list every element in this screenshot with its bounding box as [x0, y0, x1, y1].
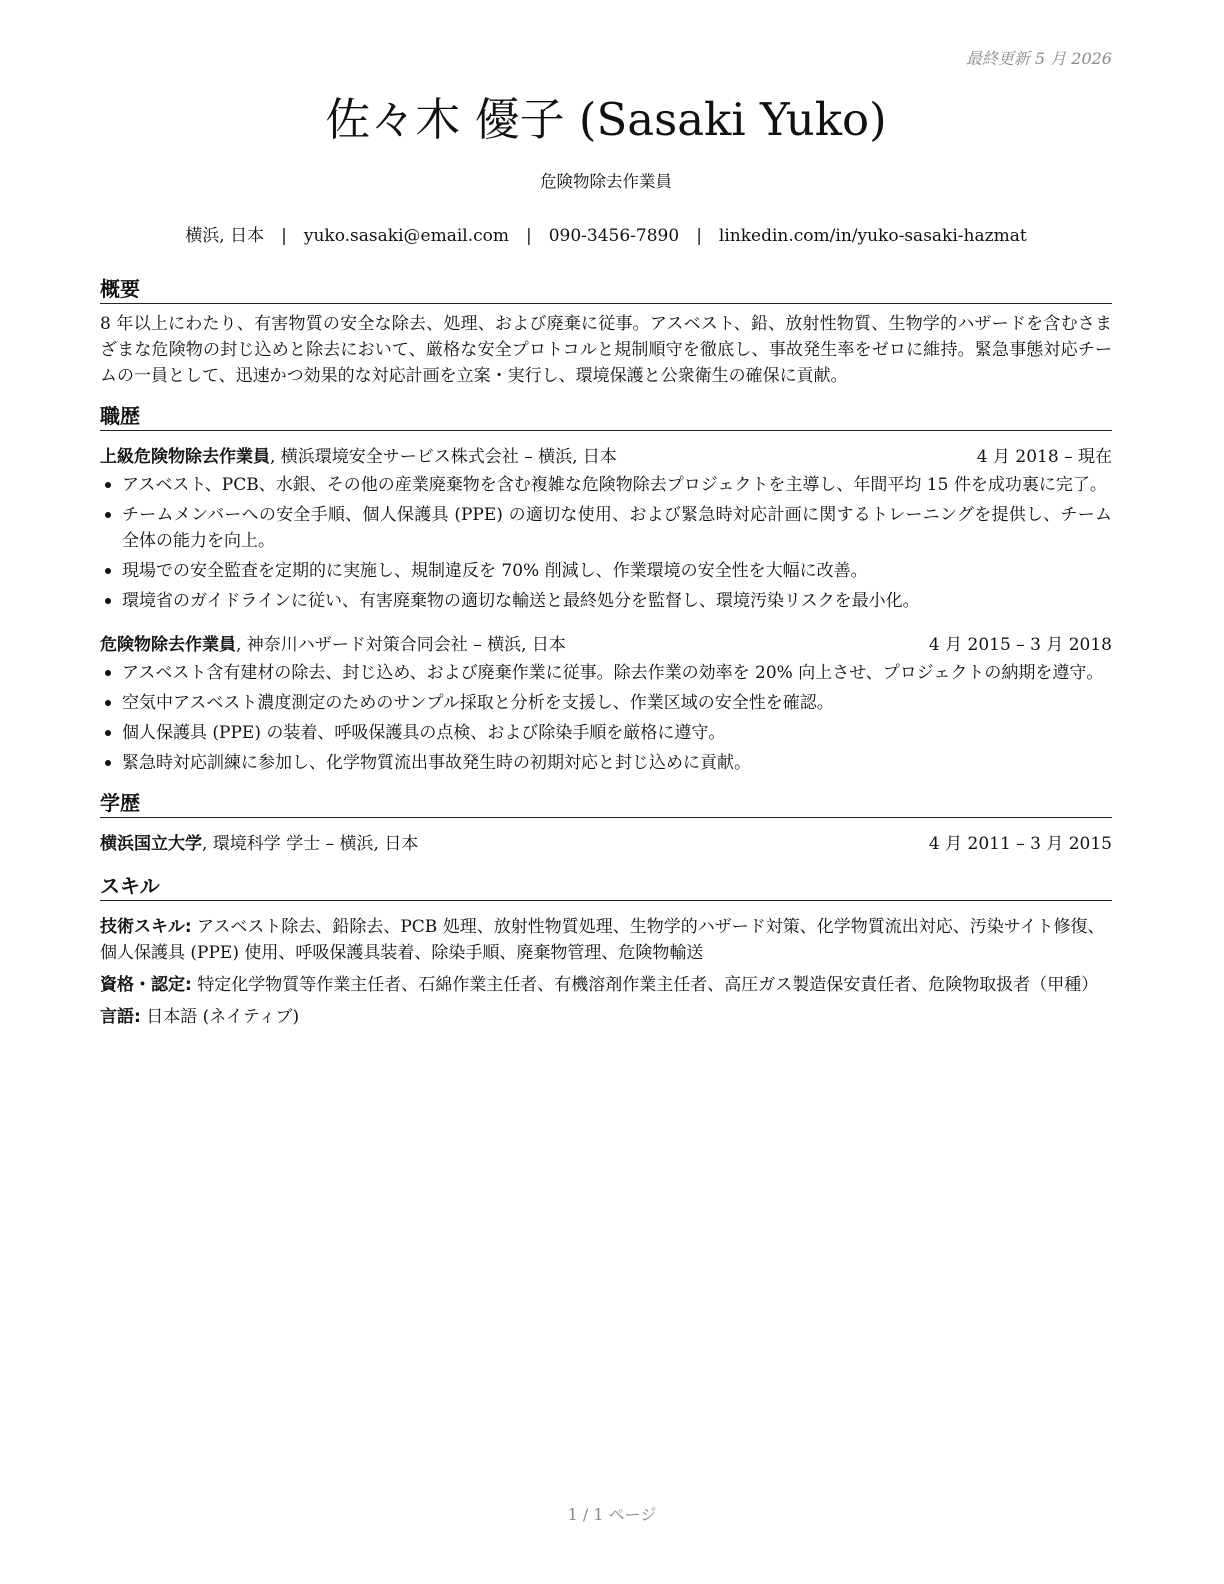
- contact-phone[interactable]: 090-3456-7890: [548, 226, 680, 246]
- summary-section: [100, 276, 1112, 389]
- skill-label: 言語:: [100, 1007, 141, 1027]
- summary-text: 8 年以上にわたり、有害物質の安全な除去、処理、および廃棄に従事。アスベスト、鉛、放射性物質、生物学的ハザードを含むさまざまな危険物の封じ込めと除去において、厳格な安全プロトコルと規制順守を徹底し、事故発生率をゼロに維持。緊急事態対応チームの一員として、迅速かつ効果的な対応計画を立案・実行し、環境保護と公衆衛生の確保に貢献。: [100, 314, 1112, 386]
- education-school: 横浜国立大学: [100, 834, 202, 854]
- job-header: [100, 444, 1112, 470]
- list-item: チームメンバーへの安全手順、個人保護具 (PPE) の適切な使用、および緊急時対応計画に関するトレーニングを提供し、チーム全体の能力を向上。: [100, 502, 1112, 554]
- job-title-line: [100, 632, 566, 658]
- candidate-role: 危険物除去作業員: [540, 172, 672, 191]
- page-number: 1 / 1 ページ: [567, 1505, 657, 1524]
- education-detail: , 環境科学 学士 – 横浜, 日本: [202, 834, 419, 854]
- education-title-line: [100, 831, 418, 857]
- job-bullets: [100, 660, 1112, 776]
- contact-email[interactable]: yuko.sasaki@email.com: [303, 226, 509, 246]
- list-item: 現場での安全監査を定期的に実施し、規制違反を 70% 削減し、作業環境の安全性を大幅に改善。: [100, 558, 1112, 584]
- job-bullets: [100, 472, 1112, 614]
- skill-label: 資格・認定:: [100, 975, 192, 995]
- list-item: アスベスト含有建材の除去、封じ込め、および廃棄作業に従事。除去作業の効率を 20% 向上させ、プロジェクトの納期を遵守。: [100, 660, 1112, 686]
- section-title-skills: スキル: [100, 873, 1112, 901]
- candidate-name: 佐々木 優子 (Sasaki Yuko): [325, 93, 887, 146]
- skills-section: [100, 873, 1112, 1030]
- job-header: [100, 632, 1112, 658]
- job-company: , 横浜環境安全サービス株式会社 – 横浜, 日本: [270, 447, 617, 467]
- job-entry: [100, 632, 1112, 776]
- last-updated: 最終更新 5 月 2026: [965, 49, 1112, 68]
- job-title-line: [100, 444, 617, 470]
- list-item: 環境省のガイドラインに従い、有害廃棄物の適切な輸送と最終処分を監督し、環境汚染リスクを最小化。: [100, 588, 1112, 614]
- skill-value: 日本語 (ネイティブ): [140, 1007, 300, 1027]
- skill-row-technical: [100, 914, 1112, 966]
- job-dates: 4 月 2015 – 3 月 2018: [928, 635, 1112, 655]
- contact-separator: |: [525, 226, 532, 246]
- skill-row-languages: [100, 1004, 1112, 1030]
- contact-separator: |: [696, 226, 702, 246]
- job-dates: 4 月 2018 – 現在: [976, 447, 1112, 467]
- list-item: アスベスト、PCB、水銀、その他の産業廃棄物を含む複雑な危険物除去プロジェクトを主導し、年間平均 15 件を成功裏に完了。: [100, 472, 1112, 498]
- skill-label: 技術スキル:: [100, 917, 192, 937]
- education-section: [100, 790, 1112, 857]
- list-item: 個人保護具 (PPE) の装着、呼吸保護具の点検、および除染手順を厳格に遵守。: [100, 720, 1112, 746]
- contact-linkedin[interactable]: linkedin.com/in/yuko-sasaki-hazmat: [718, 226, 1027, 246]
- list-item: 空気中アスベスト濃度測定のためのサンプル採取と分析を支援し、作業区域の安全性を確認。: [100, 690, 1112, 716]
- experience-section: [100, 403, 1112, 776]
- contact-line: [100, 224, 1112, 248]
- skill-row-certifications: [100, 972, 1112, 998]
- job-entry: [100, 444, 1112, 614]
- skill-value: 特定化学物質等作業主任者、石綿作業主任者、有機溶剤作業主任者、高圧ガス製造保安責任者、危険物取扱者（甲種）: [191, 975, 1099, 995]
- section-title-summary: 概要: [100, 276, 1112, 304]
- section-title-education: 学歴: [100, 790, 1112, 818]
- job-position: 上級危険物除去作業員: [100, 447, 270, 467]
- job-position: 危険物除去作業員: [100, 635, 236, 655]
- contact-location: 横浜, 日本: [185, 226, 265, 246]
- education-entry: [100, 831, 1112, 857]
- skill-value: アスベスト除去、鉛除去、PCB 処理、放射性物質処理、生物学的ハザード対策、化学物質流出対応、汚染サイト修復、個人保護具 (PPE) 使用、呼吸保護具装着、除染手順、廃棄物管理、危険物輸送: [100, 917, 1105, 963]
- list-item: 緊急時対応訓練に参加し、化学物質流出事故発生時の初期対応と封じ込めに貢献。: [100, 750, 1112, 776]
- job-company: , 神奈川ハザード対策合同会社 – 横浜, 日本: [236, 635, 566, 655]
- contact-separator: |: [281, 226, 287, 246]
- section-title-experience: 職歴: [100, 403, 1112, 431]
- education-dates: 4 月 2011 – 3 月 2015: [928, 834, 1112, 854]
